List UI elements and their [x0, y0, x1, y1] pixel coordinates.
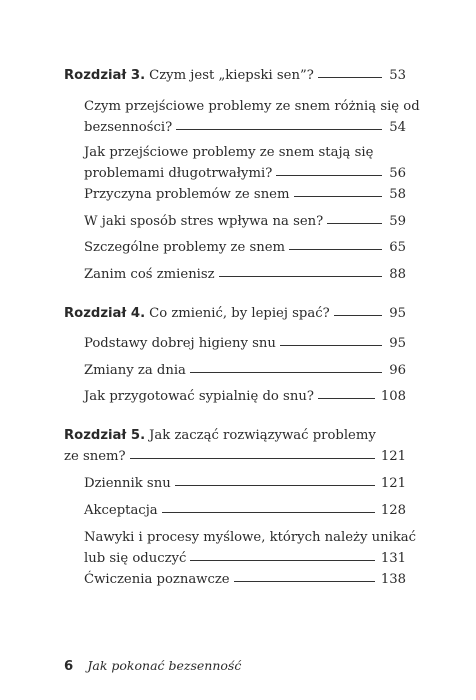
toc-entry[interactable] [84, 237, 406, 258]
chapter-title-line1: Jak zacząć rozwiązywać problemy [149, 428, 376, 443]
dot-leader [318, 398, 375, 399]
dot-leader [190, 372, 382, 373]
entry-title: Jak przygotować sypialnię do snu? [84, 389, 314, 404]
entry-title: Szczególne problemy ze snem [84, 240, 286, 255]
page-number: 96 [389, 363, 406, 378]
toc-entry[interactable] [84, 527, 417, 569]
dot-leader [334, 315, 382, 316]
page-number: 58 [389, 187, 406, 202]
chapter-label: Rozdział 5. [64, 428, 146, 443]
page-number: 108 [380, 389, 406, 404]
toc-entry[interactable] [84, 333, 406, 354]
page-number: 53 [389, 68, 406, 83]
toc-entry[interactable] [84, 96, 420, 138]
entry-title-line2: lub się oduczyć [84, 551, 187, 566]
entry-title: Przyczyna problemów ze snem [84, 187, 290, 202]
entry-title: W jaki sposób stres wpływa na sen? [84, 214, 324, 229]
entry-title-line2: bezsenności? [84, 120, 173, 135]
entry-title: Zmiany za dnia [84, 363, 186, 378]
entry-title: Akceptacja [84, 503, 158, 518]
toc-entry[interactable] [84, 360, 406, 381]
page-number: 138 [380, 572, 406, 587]
toc-chapter-4[interactable] [64, 303, 406, 324]
chapter-label: Rozdział 3. [64, 68, 146, 83]
entry-title-line1: Nawyki i procesy myślowe, których należy unikać [84, 530, 417, 545]
entry-title: Ćwiczenia poznawcze [84, 572, 230, 587]
dot-leader [327, 223, 382, 224]
page-number: 131 [380, 551, 406, 566]
dot-leader [280, 345, 382, 346]
dot-leader [130, 458, 375, 459]
page-footer [64, 657, 241, 676]
toc-entry[interactable] [84, 386, 406, 407]
toc-entry[interactable] [84, 211, 406, 232]
toc-entry[interactable] [84, 473, 406, 494]
page-number: 88 [389, 267, 406, 282]
page-number: 95 [389, 306, 406, 321]
chapter-title: Czym jest „kiepski sen”? [149, 68, 314, 83]
chapter-label: Rozdział 4. [64, 306, 146, 321]
toc-entry[interactable] [84, 184, 406, 205]
chapter-title-line2: ze snem? [64, 449, 126, 464]
toc-entry[interactable] [84, 569, 406, 590]
dot-leader [219, 276, 382, 277]
toc-entry[interactable] [84, 500, 406, 521]
dot-leader [175, 485, 375, 486]
entry-title: Zanim coś zmienisz [84, 267, 215, 282]
toc-chapter-3[interactable] [64, 65, 406, 86]
page-number: 128 [380, 503, 406, 518]
toc-entry[interactable] [84, 142, 406, 184]
entry-title-line2: problemami długotrwałymi? [84, 166, 273, 181]
page-number: 56 [389, 166, 406, 181]
dot-leader [276, 175, 382, 176]
entry-title-line1: Czym przejściowe problemy ze snem różnią się od [84, 99, 420, 114]
footer-book-title: Jak pokonać bezsenność [87, 658, 242, 673]
dot-leader [162, 512, 375, 513]
page-number: 95 [389, 336, 406, 351]
page-number: 121 [380, 476, 406, 491]
footer-page-number: 6 [64, 659, 74, 674]
page-number: 59 [389, 214, 406, 229]
toc-entry[interactable] [84, 264, 406, 285]
toc-chapter-5[interactable] [64, 425, 406, 467]
dot-leader [176, 129, 382, 130]
dot-leader [289, 249, 382, 250]
dot-leader [318, 77, 382, 78]
entry-title: Dziennik snu [84, 476, 171, 491]
page-number: 65 [389, 240, 406, 255]
page-number: 54 [389, 120, 406, 135]
dot-leader [234, 581, 375, 582]
entry-title-line1: Jak przejściowe problemy ze snem stają się [84, 145, 374, 160]
dot-leader [294, 196, 383, 197]
entry-title: Podstawy dobrej higieny snu [84, 336, 276, 351]
dot-leader [190, 560, 374, 561]
chapter-title: Co zmienić, by lepiej spać? [149, 306, 330, 321]
page-number: 121 [380, 449, 406, 464]
